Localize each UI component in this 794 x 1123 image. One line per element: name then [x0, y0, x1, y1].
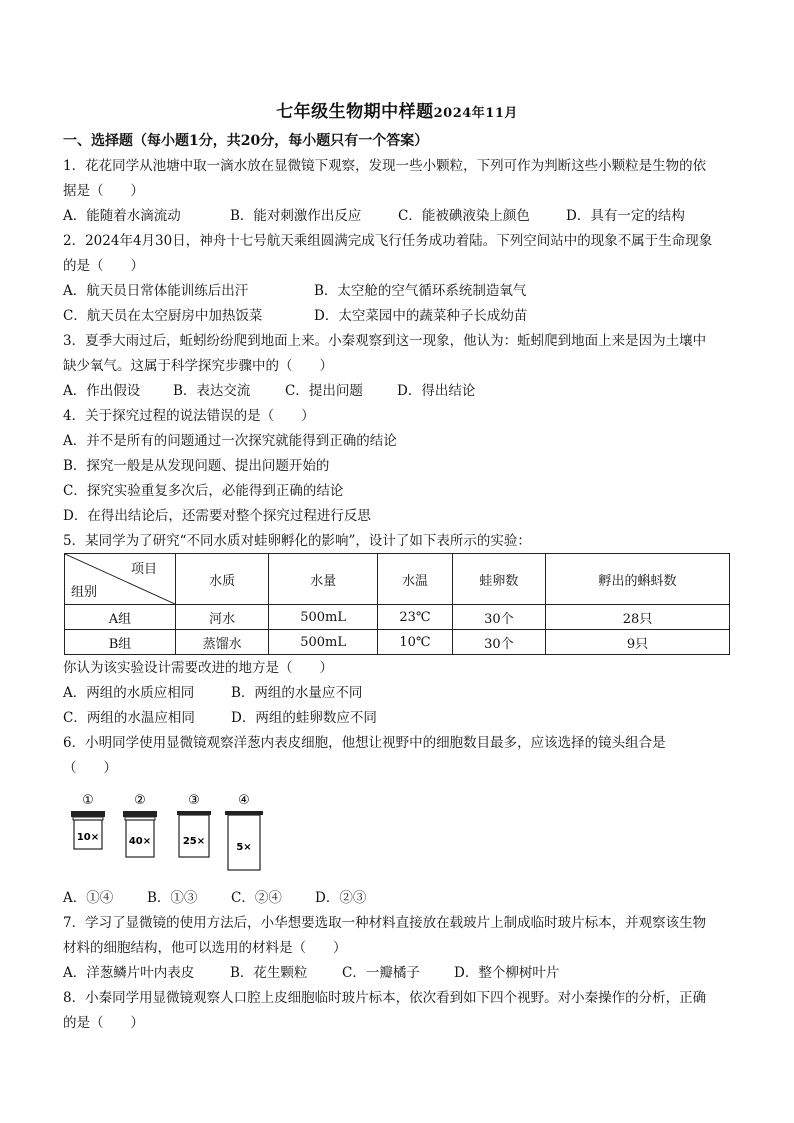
section-heading: 一、选择题（每小题1分，共20分，每小题只有一个答案） [63, 133, 429, 149]
q4-option-d: D．在得出结论后，还需要对整个探究过程进行反思 [63, 508, 371, 524]
q7-option-a: A．洋葱鳞片叶内表皮 [63, 965, 195, 981]
lens-2-mag: 40× [128, 836, 152, 847]
q6-options [63, 888, 366, 908]
q2-option-a: A．航天员日常体能训练后出汗 [63, 283, 249, 299]
q1-option-c: C．能被碘液染上颜色 [398, 208, 530, 224]
q6-option-b: B．①③ [147, 890, 198, 906]
lens-1-mag: 10× [76, 832, 100, 843]
lens-4-number: ④ [238, 793, 250, 808]
lens-4-mag: 5× [236, 842, 252, 853]
corner-label-top: 项目 [130, 562, 157, 577]
q5-option-c: C．两组的水温应相同 [63, 710, 195, 726]
q6-option-a: A．①④ [63, 890, 114, 906]
table-row [65, 630, 730, 655]
table-corner-cell [65, 554, 176, 605]
table-cell: 28只 [545, 605, 729, 630]
q5-option-b: B．两组的水量应不同 [231, 685, 363, 701]
q4-stem: 4．关于探究过程的说法错误的是（ ） [63, 408, 315, 424]
table-cell: 河水 [176, 605, 269, 630]
q1-option-b: B．能对刺激作出反应 [230, 208, 362, 224]
q3-option-a: A．作出假设 [63, 383, 141, 399]
table-cell: 蒸馏水 [176, 630, 269, 655]
q1-option-a: A．能随着水滴流动 [63, 208, 181, 224]
q1-option-d: D．具有一定的结构 [566, 208, 685, 224]
objective-lens-2 [120, 792, 160, 866]
q3-stem-line1: 3．夏季大雨过后，蚯蚓纷纷爬到地面上来。小秦观察到这一现象，他认为：蚯蚓爬到地面上来是因为土壤中 [63, 333, 707, 349]
q5-options-row2 [63, 708, 377, 728]
q3-stem-line2: 缺少氧气。这属于科学探究步骤中的（ ） [63, 358, 333, 374]
q3-option-c: C．提出问题 [285, 383, 363, 399]
table-header-cell: 水质 [176, 554, 269, 605]
q7-option-d: D．整个柳树叶片 [454, 965, 560, 981]
q4-option-b: B．探究一般是从发现问题、提出问题开始的 [63, 458, 330, 474]
q5-question: 你认为该实验设计需要改进的地方是（ ） [63, 660, 333, 676]
q1-stem-line1: 1．花花同学从池塘中取一滴水放在显微镜下观察，发现一些小颗粒，下列可作为判断这些小颗粒是生物的依 [63, 158, 707, 174]
lens-1-number: ① [82, 793, 94, 808]
q2-stem-line1: 2．2024年4月30日，神舟十七号航天乘组圆满完成飞行任务成功着陆。下列空间站中的现象不属于生命现象 [63, 233, 713, 249]
q6-option-c: C．②④ [231, 890, 282, 906]
q1-options [63, 206, 685, 226]
q5-option-d: D．两组的蛙卵数应不同 [231, 710, 377, 726]
lens-3-mag: 25× [182, 836, 206, 847]
table-cell: 30个 [452, 605, 545, 630]
table-cell: 10℃ [378, 630, 453, 655]
q8-stem-line2: 的是（ ） [63, 1015, 144, 1031]
page-title [0, 97, 794, 122]
q2-option-c: C．航天员在太空厨房中加热饭菜 [63, 308, 263, 324]
q2-stem-line2: 的是（ ） [63, 258, 144, 274]
table-cell: B组 [65, 630, 176, 655]
table-header-cell: 蛙卵数 [452, 554, 545, 605]
q6-stem-line2: （ ） [63, 760, 117, 776]
table-header-cell: 水量 [269, 554, 378, 605]
table-header-cell: 孵出的蝌蚪数 [545, 554, 729, 605]
title-text: 七年级生物期中样题 [276, 102, 434, 122]
q2-options-row2 [63, 306, 527, 326]
q3-option-b: B．表达交流 [173, 383, 251, 399]
table-row [65, 605, 730, 630]
q5-options-row1 [63, 683, 362, 703]
lens-1-drawing [68, 792, 108, 854]
table-cell: 30个 [452, 630, 545, 655]
q5-option-a: A．两组的水质应相同 [63, 685, 195, 701]
title-date: 2024年11月 [433, 106, 518, 121]
experiment-table [64, 553, 730, 655]
q6-option-d: D．②③ [315, 890, 367, 906]
q7-option-c: C．一瓣橘子 [342, 965, 420, 981]
lens-3-drawing [174, 792, 214, 862]
q8-stem-line1: 8．小秦同学用显微镜观察人口腔上皮细胞临时玻片标本，依次看到如下四个视野。对小秦操作的分析，正确 [63, 990, 707, 1006]
q4-option-c: C．探究实验重复多次后，必能得到正确的结论 [63, 483, 344, 499]
table-header-row [65, 554, 730, 605]
q5-stem: 5．某同学为了研究“不同水质对蛙卵孵化的影响”，设计了如下表所示的实验： [63, 533, 531, 549]
q7-stem-line2: 材料的细胞结构，他可以选用的材料是（ ） [63, 940, 347, 956]
q2-option-b: B．太空舱的空气循环系统制造氧气 [314, 283, 527, 299]
table-cell: 9只 [545, 630, 729, 655]
q4-option-a: A．并不是所有的问题通过一次探究就能得到正确的结论 [63, 433, 397, 449]
table-cell: 23℃ [378, 605, 453, 630]
q7-stem-line1: 7．学习了显微镜的使用方法后，小华想要选取一种材料直接放在载玻片上制成临时玻片标本，并观察该生物 [63, 915, 707, 931]
lens-2-number: ② [134, 793, 146, 808]
lens-3-number: ③ [188, 793, 200, 808]
q1-stem-line2: 据是（ ） [63, 183, 144, 199]
table-cell: A组 [65, 605, 176, 630]
q7-options [63, 963, 559, 983]
eyepiece-lens-4 [224, 792, 264, 878]
objective-lens-1 [68, 792, 108, 858]
table-cell: 500mL [269, 605, 378, 630]
q2-options-row1 [63, 281, 526, 301]
eyepiece-lens-3 [174, 792, 214, 866]
lens-4-drawing [224, 792, 264, 874]
q2-option-d: D．太空菜园中的蔬菜种子长成幼苗 [314, 308, 528, 324]
q3-options [63, 381, 475, 401]
corner-label-bottom: 组别 [71, 585, 98, 600]
table-cell: 500mL [269, 630, 378, 655]
q6-stem-line1: 6．小明同学使用显微镜观察洋葱内表皮细胞，他想让视野中的细胞数目最多，应该选择的镜头组合是 [63, 735, 666, 751]
q3-option-d: D．得出结论 [397, 383, 476, 399]
table-header-cell: 水温 [378, 554, 453, 605]
q7-option-b: B．花生颗粒 [230, 965, 308, 981]
lens-2-drawing [120, 792, 160, 862]
